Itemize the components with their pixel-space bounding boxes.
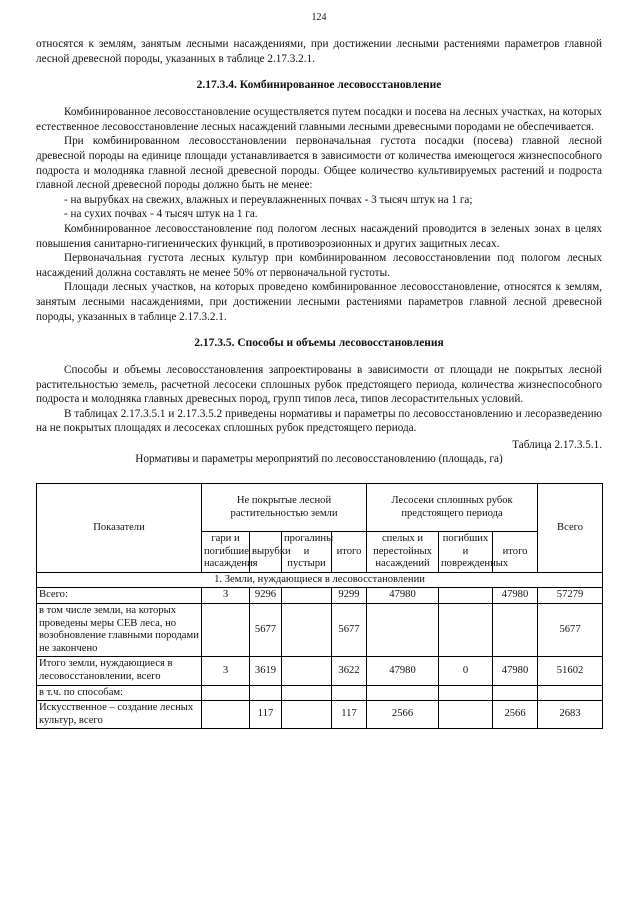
cell-value: 5677 bbox=[332, 604, 367, 657]
header-cutover: вырубки bbox=[250, 532, 282, 573]
row-label: в том числе земли, на которых проведены меры СЕВ леса, но возобновление главными породами не закончено bbox=[37, 604, 202, 657]
paragraph: Площади лесных участков, на которых проведено комбинированное лесовосстановление, относятся к землям, занятым лесными насаждениями, при достижении лесными растениями параметров главной лесной древесной породы, указанных в таблице 2.17.3.2.1. bbox=[36, 281, 602, 323]
cell-value bbox=[439, 604, 493, 657]
header-glades: прогалины и пустыри bbox=[282, 532, 332, 573]
header-dead: погибших и поврежденных bbox=[439, 532, 493, 573]
cell-value bbox=[202, 685, 250, 701]
cell-value bbox=[493, 604, 538, 657]
header-itogo-1: итого bbox=[332, 532, 367, 573]
header-unforested: Не покрытые лесной растительностью земли bbox=[202, 484, 367, 532]
cell-value bbox=[282, 701, 332, 729]
page-number: 124 bbox=[311, 12, 327, 23]
row-label: в т.ч. по способам: bbox=[37, 685, 202, 701]
cell-value bbox=[439, 685, 493, 701]
paragraph: В таблицах 2.17.3.5.1 и 2.17.3.5.2 приведены нормативы и параметры по лесовосстановлению и лесоразведению на не покрытых площадях и лесосеках сплошных рубок предстоящего периода. bbox=[36, 407, 602, 435]
header-cutting: Лесосеки сплошных рубок предстоящего периода bbox=[367, 484, 538, 532]
paragraph: Первоначальная густота лесных культур при комбинированном лесовосстановлении под пологом лесных насаждений должна составлять не менее 50% от первоначальной густоты. bbox=[36, 252, 602, 279]
cell-value: 3 bbox=[202, 588, 250, 604]
cell-value: 9296 bbox=[250, 588, 282, 604]
table-row bbox=[37, 657, 603, 685]
cell-value: 2683 bbox=[538, 701, 603, 729]
paragraph-intro: относятся к землям, занятым лесными насаждениями, при достижении лесными растениями параметров главной лесной древесной породы, указанных в таблице 2.17.3.2.1. bbox=[36, 38, 602, 65]
cell-value: 117 bbox=[332, 701, 367, 729]
cell-value bbox=[250, 685, 282, 701]
paragraph: При комбинированном лесовосстановлении первоначальная густота посадки (посева) главной лесной древесной породы на единице площади устанавливается в зависимости от количества имеющегося жизнеспособного подроста и молодняка главной лесной древесной породы. Общее количество культивируемых растений и подроста главной лесной древесной породы должно быть не менее: bbox=[36, 135, 602, 192]
table-row bbox=[37, 604, 603, 657]
cell-value: 57279 bbox=[538, 588, 603, 604]
cell-value: 47980 bbox=[493, 657, 538, 685]
table-row bbox=[37, 685, 603, 701]
cell-value bbox=[493, 685, 538, 701]
table-section-row: 1. Земли, нуждающиеся в лесовосстановлении bbox=[37, 572, 603, 588]
cell-value: 0 bbox=[439, 657, 493, 685]
header-mature: спелых и перестойных насаждений bbox=[367, 532, 439, 573]
cell-value bbox=[538, 685, 603, 701]
document-page bbox=[36, 12, 602, 729]
row-label: Искусственное – создание лесных культур, всего bbox=[37, 701, 202, 729]
table-title: Нормативы и параметры мероприятий по лесовосстановлению (площадь, га) bbox=[135, 453, 503, 466]
cell-value: 117 bbox=[250, 701, 282, 729]
cell-value: 3622 bbox=[332, 657, 367, 685]
cell-value: 3619 bbox=[250, 657, 282, 685]
cell-value bbox=[282, 588, 332, 604]
cell-value bbox=[202, 701, 250, 729]
cell-value bbox=[282, 657, 332, 685]
cell-value: 2566 bbox=[367, 701, 439, 729]
header-indicators: Показатели bbox=[37, 484, 202, 573]
list-item: - на вырубках на свежих, влажных и переувлажненных почвах - 3 тысяч штук на 1 га; bbox=[64, 193, 473, 206]
cell-value: 47980 bbox=[367, 657, 439, 685]
cell-value bbox=[282, 685, 332, 701]
cell-value: 47980 bbox=[367, 588, 439, 604]
paragraph: Способы и объемы лесовосстановления запроектированы в зависимости от площади не покрытых лесной растительностью земель, расчетной лесосеки сплошных рубок предстоящего периода, количества жизнеспособного подроста и молодняка главных древесных пород, групп типов леса, типов лесорастительных условий. bbox=[36, 364, 602, 406]
row-label: Всего: bbox=[37, 588, 202, 604]
cell-value: 9299 bbox=[332, 588, 367, 604]
cell-value: 5677 bbox=[538, 604, 603, 657]
section-heading-methods: 2.17.3.5. Способы и объемы лесовосстановления bbox=[194, 337, 444, 350]
cell-value bbox=[439, 588, 493, 604]
table-caption: Таблица 2.17.3.5.1. bbox=[512, 439, 602, 452]
cell-value bbox=[439, 701, 493, 729]
cell-value bbox=[367, 604, 439, 657]
cell-value: 3 bbox=[202, 657, 250, 685]
list-item: - на сухих почвах - 4 тысяч штук на 1 га. bbox=[64, 208, 258, 221]
table-row bbox=[37, 701, 603, 729]
cell-value: 2566 bbox=[493, 701, 538, 729]
cell-value bbox=[282, 604, 332, 657]
header-total: Всего bbox=[538, 484, 603, 573]
table-row bbox=[37, 588, 603, 604]
cell-value: 5677 bbox=[250, 604, 282, 657]
cell-value: 47980 bbox=[493, 588, 538, 604]
cell-value bbox=[332, 685, 367, 701]
cell-value bbox=[367, 685, 439, 701]
paragraph: Комбинированное лесовосстановление осуществляется путем посадки и посева на лесных участках, на которых естественное лесовосстановление лесных насаждений главными лесными древесными породами не обеспечивается. bbox=[36, 106, 602, 133]
header-burned: гари и погибшие насаждения bbox=[202, 532, 250, 573]
paragraph: Комбинированное лесовосстановление под пологом лесных насаждений проводится в зеленых зонах в целях повышения санитарно-гигиенических функций, в противоэрозионных и других защитных лесах. bbox=[36, 222, 602, 250]
cell-value: 51602 bbox=[538, 657, 603, 685]
cell-value bbox=[202, 604, 250, 657]
reforestation-table bbox=[36, 483, 603, 729]
header-itogo-2: итого bbox=[493, 532, 538, 573]
section-heading-combined: 2.17.3.4. Комбинированное лесовосстановление bbox=[196, 79, 442, 92]
row-label: Итого земли, нуждающиеся в лесовосстановлении, всего bbox=[37, 657, 202, 685]
